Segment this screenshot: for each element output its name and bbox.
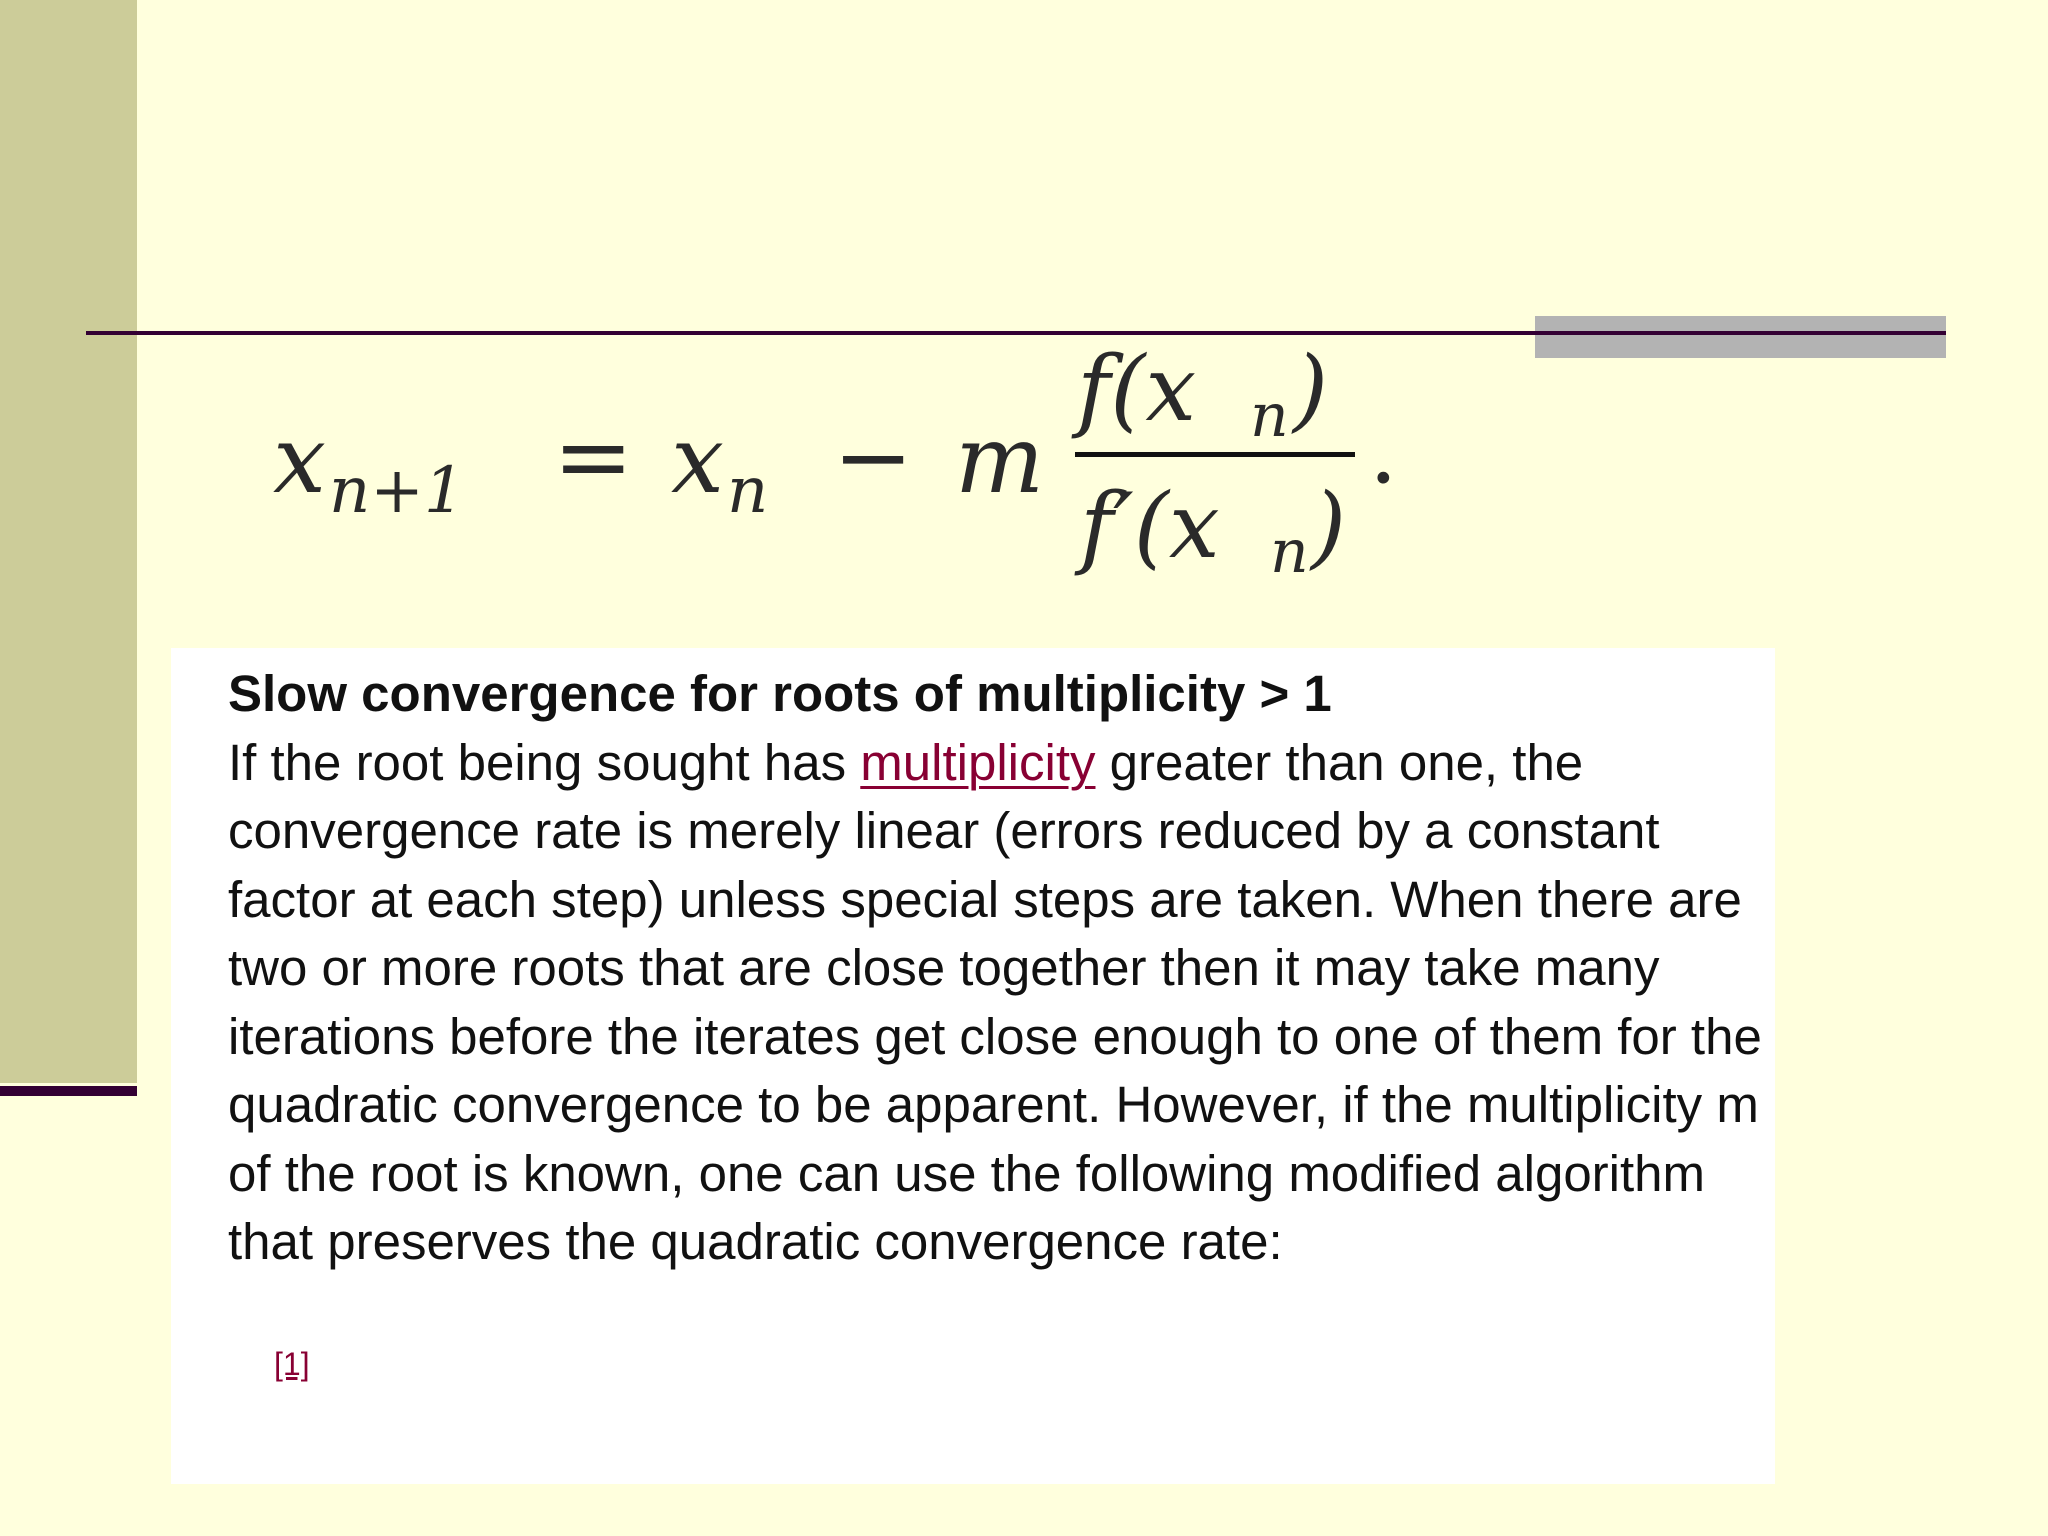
formula-x-subscript: n	[727, 454, 769, 528]
title-divider-overlay	[1535, 331, 1946, 335]
section-heading: Slow convergence for roots of multiplicity > 1	[228, 665, 1332, 722]
paragraph-text-before-link: If the root being sought has	[228, 733, 861, 791]
formula-numerator-close: )	[1293, 337, 1329, 442]
content-paragraph	[228, 729, 1768, 1277]
formula-denominator-subscript: n	[1270, 517, 1309, 587]
formula-m: m	[955, 406, 1045, 515]
multiplicity-link[interactable]: multiplicity	[860, 733, 1096, 791]
formula-lhs: x	[273, 406, 327, 515]
newton-multiplicity-formula	[265, 322, 1465, 592]
footnote-reference-link[interactable]: [1]	[274, 1346, 310, 1382]
formula-minus: −	[833, 401, 914, 513]
formula-numerator-subscript: n	[1250, 381, 1289, 451]
formula-denominator: f′(x	[1080, 474, 1220, 579]
formula-numerator: f(x	[1077, 337, 1197, 442]
formula-fraction-bar	[1075, 452, 1355, 457]
content-body	[228, 660, 1768, 1277]
formula-x: x	[671, 406, 725, 515]
formula-denominator-close: )	[1311, 474, 1347, 579]
paragraph-text-after-link: greater than one, the convergence rate is merely linear (errors reduced by a constant factor at each step) unless special steps are taken. When there are two or more roots that are close together then it may take many iterations before the iterates get close enough to one of them for the quadratic convergence to be apparent. However, if the multiplicity m of the root is known, one can use the following modified algorithm that preserves the quadratic convergence rate:	[228, 733, 1762, 1270]
sidebar-decoration	[0, 0, 137, 1083]
title-grey-block	[1535, 316, 1946, 358]
formula-period: .	[1369, 399, 1398, 504]
formula-equals: =	[553, 401, 634, 513]
sidebar-accent-line	[0, 1086, 137, 1096]
formula-svg	[265, 322, 1465, 592]
formula-lhs-subscript: n+1	[329, 454, 465, 528]
